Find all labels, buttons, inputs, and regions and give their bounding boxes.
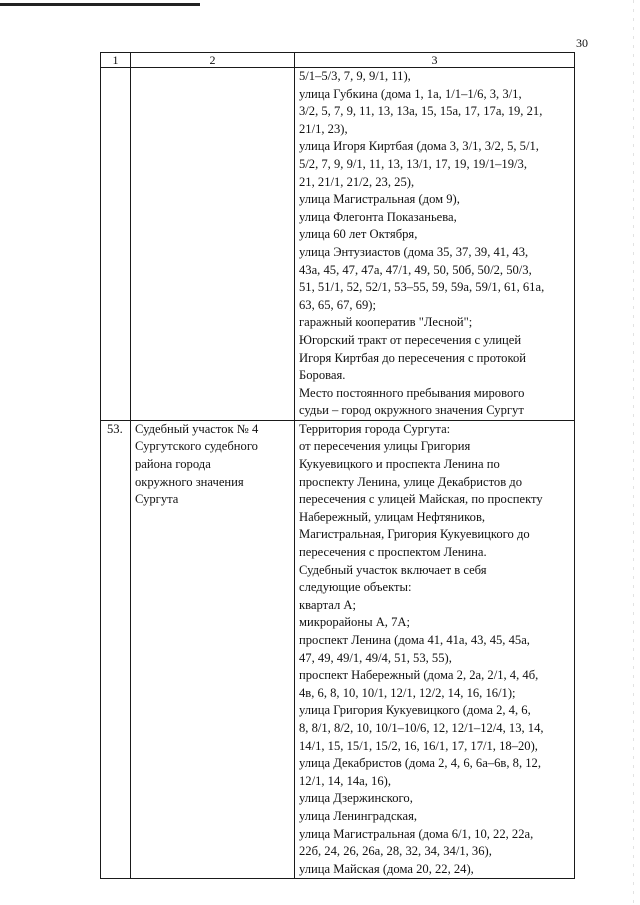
text-line: 21/1, 23), [299, 121, 348, 136]
text-line: проспект Набережный (дома 2, 2а, 2/1, 4, 4б, [299, 668, 539, 683]
text-line: улица Игоря Киртбая (дома 3, 3/1, 3/2, 5, 5/1, [299, 139, 539, 154]
text-line: Сургута [135, 492, 179, 507]
text-line: Судебный участок № 4 [135, 421, 259, 436]
territory-cell [295, 68, 575, 421]
column-header-2: 2 [131, 53, 295, 68]
text-line: 12/1, 14, 14а, 16), [299, 773, 391, 788]
text-line: улица Энтузиастов (дома 35, 37, 39, 41, 43, [299, 244, 529, 259]
column-header-1: 1 [101, 53, 131, 68]
text-line: Кукуевицкого и проспекта Ленина по [299, 457, 500, 472]
page-number: 30 [576, 36, 588, 50]
text-line: следующие объекты: [299, 580, 412, 595]
text-line: Место постоянного пребывания мирового [299, 385, 525, 400]
text-line: Игоря Киртбая до пересечения с протокой [299, 350, 526, 365]
table-row [101, 420, 575, 878]
text-line: судьи – город окружного значения Сургут [299, 403, 524, 418]
text-line: 5/1–5/3, 7, 9, 9/1, 11), [299, 69, 411, 83]
scan-edge-marks [633, 0, 634, 905]
court-name-cell [131, 420, 295, 878]
table-header-row [101, 53, 575, 68]
text-line: района города [135, 457, 211, 472]
row-number-cell [101, 68, 131, 421]
table-row [101, 68, 575, 421]
header-rule [0, 3, 200, 6]
territory-cell [295, 420, 575, 878]
text-line: квартал А; [299, 597, 357, 612]
text-line: 5/2, 7, 9, 9/1, 11, 13, 13/1, 17, 19, 19/1–19/3, [299, 156, 527, 171]
text-line: улица Декабристов (дома 2, 4, 6, 6а–6в, 8, 12, [299, 756, 541, 771]
text-line: Судебный участок включает в себя [299, 562, 487, 577]
text-line: Магистральная, Григория Кукуевицкого до [299, 527, 530, 542]
text-line: проспект Ленина (дома 41, 41а, 43, 45, 45а, [299, 633, 530, 647]
text-line: 4в, 6, 8, 10, 10/1, 12/1, 12/2, 14, 16, 16/1); [299, 685, 516, 700]
text-line: 14/1, 15, 15/1, 15/2, 16, 16/1, 17, 17/1, 18–20), [299, 738, 538, 753]
court-districts-table [100, 52, 575, 879]
row-number-cell: 53. [101, 420, 131, 878]
text-line: улица 60 лет Октября, [299, 227, 418, 242]
text-line: пересечения с улицей Майская, по проспекту [299, 492, 543, 507]
text-line: улица Майская (дома 20, 22, 24), [299, 861, 474, 876]
text-line: улица Магистральная (дома 6/1, 10, 22, 22а, [299, 826, 534, 841]
text-line: 63, 65, 67, 69); [299, 297, 376, 312]
text-line: улица Магистральная (дом 9), [299, 192, 460, 207]
text-line: Набережный, улицам Нефтяников, [299, 509, 486, 524]
text-line: улица Губкина (дома 1, 1а, 1/1–1/6, 3, 3/1, [299, 86, 522, 101]
court-name-cell [131, 68, 295, 421]
text-line: микрорайоны А, 7А; [299, 615, 410, 630]
text-line: Югорский тракт от пересечения с улицей [299, 332, 522, 347]
text-line: улица Флегонта Показаньева, [299, 209, 457, 224]
text-line: 22б, 24, 26, 26а, 28, 32, 34, 34/1, 36), [299, 844, 492, 859]
text-line: улица Григория Кукуевицкого (дома 2, 4, 6, [299, 703, 531, 718]
text-line: гаражный кооператив "Лесной"; [299, 315, 473, 330]
text-line: улица Дзержинского, [299, 791, 413, 806]
text-line: Боровая. [299, 368, 346, 383]
text-line: окружного значения [135, 474, 244, 489]
column-header-3: 3 [295, 53, 575, 68]
text-line: 51, 51/1, 52, 52/1, 53–55, 59, 59а, 59/1, 61, 61а, [299, 280, 545, 295]
text-line: улица Ленинградская, [299, 808, 418, 823]
text-line: 43а, 45, 47, 47а, 47/1, 49, 50, 50б, 50/2, 50/3, [299, 262, 532, 277]
text-line: пересечения с проспектом Ленина. [299, 545, 487, 560]
text-line: 3/2, 5, 7, 9, 11, 13, 13а, 15, 15а, 17, 17а, 19, 21, [299, 104, 543, 119]
text-line: Территория города Сургута: [299, 421, 451, 436]
text-line: Сургутского судебного [135, 439, 258, 454]
text-line: 21, 21/1, 21/2, 23, 25), [299, 174, 415, 189]
text-line: проспекту Ленина, улице Декабристов до [299, 474, 523, 489]
text-line: 8, 8/1, 8/2, 10, 10/1–10/6, 12, 12/1–12/4, 13, 14, [299, 720, 544, 735]
text-line: от пересечения улицы Григория [299, 439, 471, 454]
text-line: 47, 49, 49/1, 49/4, 51, 53, 55), [299, 650, 452, 665]
